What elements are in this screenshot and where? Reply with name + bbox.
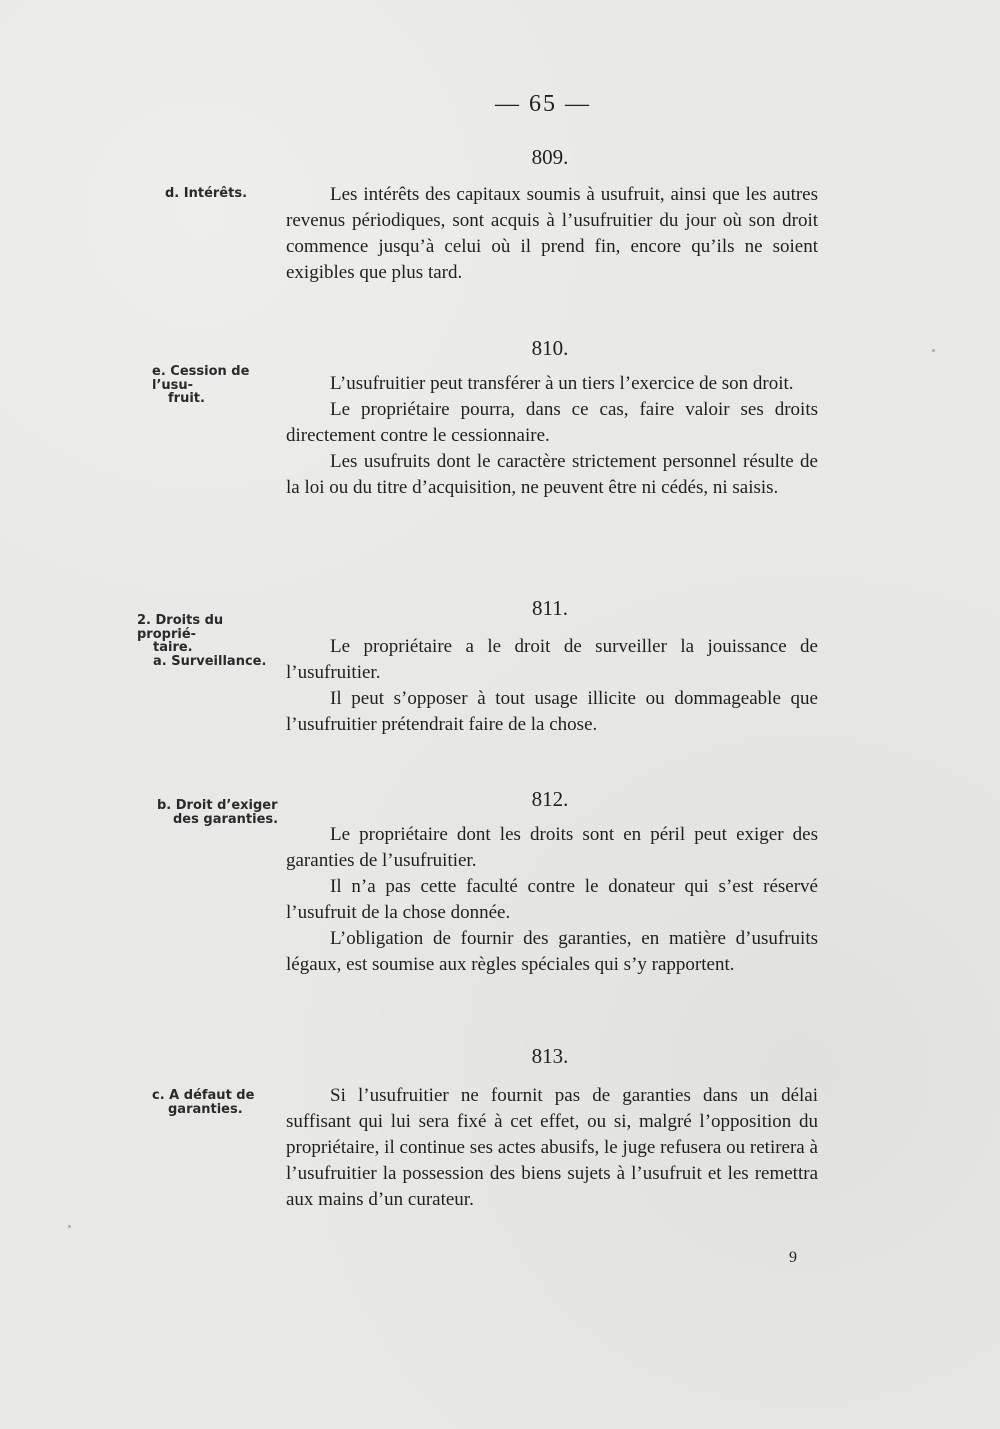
page-number: — 65 —: [495, 91, 591, 117]
article-812-margin-note-line1: b. Droit d’exiger: [157, 798, 278, 813]
article-810-margin-note-line2: fruit.: [168, 391, 205, 407]
article-811-margin-note-line3: a. Surveillance.: [153, 653, 267, 669]
article-810-paragraph-3: Les usufruits dont le caractère strictement personnel résulte de la loi ou du titre d’acquisition, ne peuvent être ni cédés, ni saisis.: [286, 451, 818, 498]
article-813-text: [286, 1083, 818, 1213]
article-813-number: 813.: [531, 1044, 569, 1068]
paper-speck: [68, 1225, 71, 1228]
article-811-text: [286, 634, 818, 738]
article-812-paragraph-1: Le propriétaire dont les droits sont en péril peut exiger des garanties de l’usufruitier.: [286, 824, 818, 871]
article-811-margin-note: [137, 614, 279, 669]
article-813-paragraph: Si l’usufruitier ne fournit pas de garanties dans un délai suffisant qui lui sera fixé à cet effet, ou si, malgré l’opposition du propriétaire, il continue ses actes abusifs, le juge refusera ou retirera à l’usufruitier la possession des biens sujets à l’usufruit et les remettra aux mains d’un curateur.: [286, 1085, 818, 1210]
article-811-margin-note-line1: 2. Droits du proprié-: [137, 613, 224, 642]
article-809-number: 809.: [531, 145, 569, 169]
article-812-text: [286, 822, 818, 978]
article-811-number: 811.: [532, 596, 568, 620]
article-811-paragraph-1: Le propriétaire a le droit de surveiller la jouissance de l’usufruitier.: [286, 636, 818, 683]
article-813-margin-note: [152, 1089, 294, 1116]
article-812-margin-note-line2: des garanties.: [173, 811, 279, 827]
article-809-paragraph: Les intérêts des capitaux soumis à usufruit, ainsi que les autres revenus périodiques, sont acquis à l’usufruitier du jour où son droit commence jusqu’à celui où il prend fin, encore qu’ils ne soient exigibles que plus tard.: [286, 184, 818, 283]
article-810-text: [286, 371, 818, 501]
article-810-paragraph-1: L’usufruitier peut transférer à un tiers l’exercice de son droit.: [330, 373, 794, 394]
footer-number: 9: [789, 1249, 797, 1266]
article-809-text: [286, 182, 818, 286]
article-812-margin-note: [157, 799, 299, 826]
article-813-margin-note-line1: c. A défaut de: [152, 1088, 255, 1103]
article-811-margin-note-line2: taire.: [153, 640, 193, 656]
article-810-margin-note: [152, 365, 294, 406]
article-809-margin-note: d. Intérêts.: [165, 186, 248, 201]
article-810-paragraph-2: Le propriétaire pourra, dans ce cas, faire valoir ses droits directement contre le cessionnaire.: [286, 399, 818, 446]
article-812-paragraph-3: L’obligation de fournir des garanties, en matière d’usufruits légaux, est soumise aux règles spéciales qui s’y rapportent.: [286, 928, 818, 975]
article-812-number: 812.: [531, 787, 569, 811]
article-812-paragraph-2: Il n’a pas cette faculté contre le donateur qui s’est réservé l’usufruit de la chose donnée.: [286, 876, 818, 923]
article-813-margin-note-line2: garanties.: [168, 1101, 243, 1117]
article-811-paragraph-2: Il peut s’opposer à tout usage illicite ou dommageable que l’usufruitier prétendrait faire de la chose.: [286, 688, 818, 735]
paper-speck: [932, 349, 935, 352]
article-810-number: 810.: [531, 336, 569, 360]
article-810-margin-note-line1: e. Cession de l’usu-: [152, 364, 250, 393]
